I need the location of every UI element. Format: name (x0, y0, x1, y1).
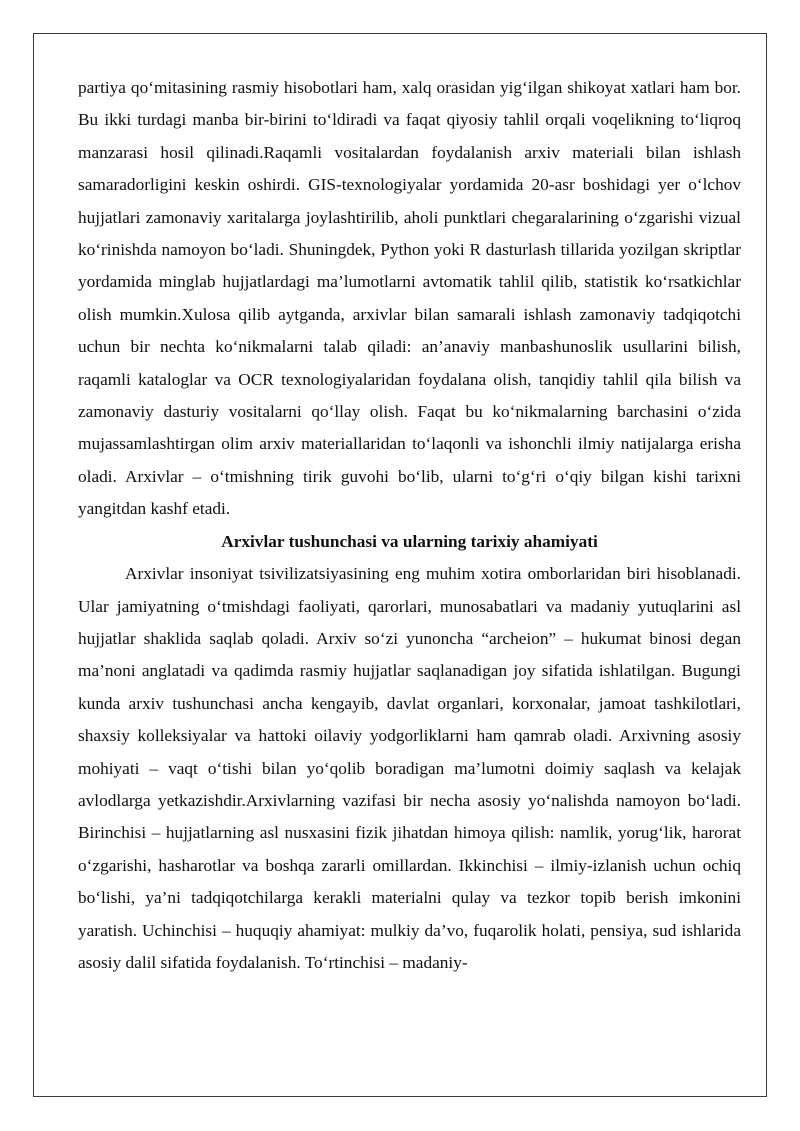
page-content (78, 72, 741, 979)
body-paragraph-archives: Arxivlar insoniyat tsivilizatsiyasining eng muhim xotira omborlaridan biri hisoblanadi. Ular jamiyatning o‘tmishdagi faoliyati, qarorlari, munosabatlari va madaniy yutuqlarini asl hujjatlar shaklida saqlab qoladi. Arxiv so‘zi yunoncha “archeion” – hukumat binosi degan ma’noni anglatadi va qadimda rasmiy hujjatlar saqlanadigan joy sifatida ishlatilgan. Bugungi kunda arxiv tushunchasi ancha kengayib, davlat organlari, korxonalar, jamoat tashkilotlari, shaxsiy kolleksiyalar va hattoki oilaviy yodgorliklarni ham qamrab oladi. Arxivning asosiy mohiyati – vaqt o‘tishi bilan yo‘qolib boradigan ma’lumotni doimiy saqlash va kelajak avlodlarga yetkazishdir.Arxivlarning vazifasi bir necha asosiy yo‘nalishda namoyon bo‘ladi. Birinchisi – hujjatlarning asl nusxasini fizik jihatdan himoya qilish: namlik, yorug‘lik, harorat o‘zgarishi, hasharotlar va boshqa zararli omillardan. Ikkinchisi – ilmiy-izlanish uchun ochiq bo‘lishi, ya’ni tadqiqotchilarga kerakli materialni qulay va tezkor topib berish imkonini yaratish. Uchinchisi – huquqiy ahamiyat: mulkiy da’vo, fuqarolik holati, pensiya, sud ishlarida asosiy dalil sifatida foydalanish. To‘rtinchisi – madaniy- (78, 564, 741, 972)
body-paragraph-continued: partiya qo‘mitasining rasmiy hisobotlari ham, xalq orasidan yig‘ilgan shikoyat xatlari ham bor. Bu ikki turdagi manba bir-birini to‘ldiradi va faqat qiyosiy tahlil orqali voqelikning to‘liqroq manzarasi hosil qilinadi.Raqamli vositalardan foydalanish arxiv materiali bilan ishlash samaradorligini keskin oshirdi. GIS-texnologiyalar yordamida 20-asr boshidagi yer o‘lchov hujjatlari zamonaviy xaritalarga joylashtirilib, aholi punktlari chegaralarining o‘zgarishi vizual ko‘rinishda namoyon bo‘ladi. Shuningdek, Python yoki R dasturlash tillarida yozilgan skriptlar yordamida minglab hujjatlardagi ma’lumotlarni avtomatik tahlil qilib, statistik ko‘rsatkichlar olish mumkin.Xulosa qilib aytganda, arxivlar bilan samarali ishlash zamonaviy tadqiqotchi uchun bir nechta ko‘nikmalarni talab qiladi: an’anaviy manbashunoslik usullarini bilish, raqamli kataloglar va OCR texnologiyalaridan foydalana olish, tanqidiy tahlil qila bilish va zamonaviy dasturiy vositalarni qo‘llay olish. Faqat bu ko‘nikmalarning barchasini o‘zida mujassamlashtirgan olim arxiv materiallaridan to‘laqonli va ishonchli ilmiy natijalarga erisha oladi. Arxivlar – o‘tmishning tirik guvohi bo‘lib, ularni to‘g‘ri o‘qiy bilgan kishi tarixni yangitdan kashf etadi. (78, 78, 741, 519)
section-heading: Arxivlar tushunchasi va ularning tarixiy ahamiyati (221, 531, 598, 551)
